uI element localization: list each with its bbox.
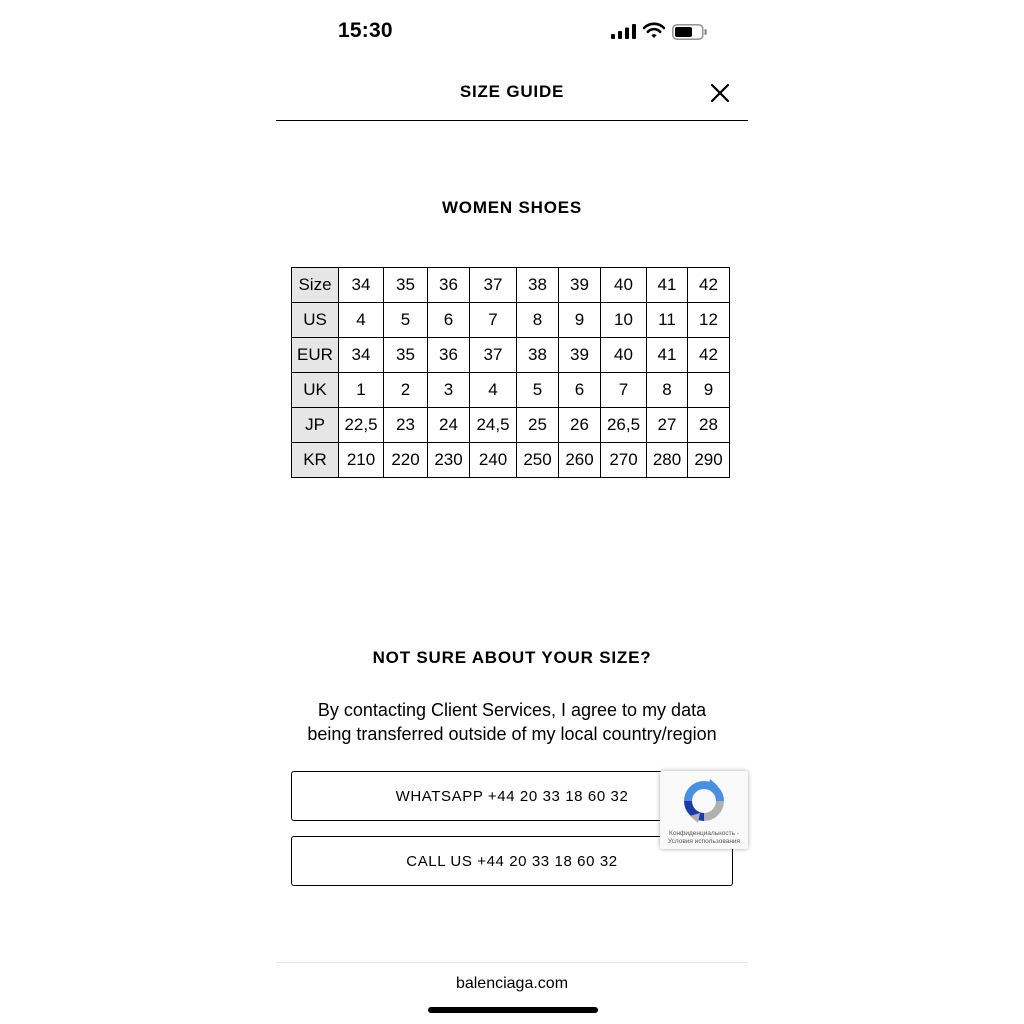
section-title: WOMEN SHOES bbox=[441, 198, 583, 217]
footer-site-link[interactable]: balenciaga.com bbox=[455, 975, 569, 992]
table-cell: 36 bbox=[428, 338, 470, 373]
consent-line: By contacting Client Services, I agree to my data bbox=[317, 700, 707, 720]
table-cell: 11 bbox=[647, 303, 688, 338]
table-cell: 4 bbox=[470, 373, 517, 408]
recaptcha-links bbox=[660, 830, 748, 846]
whatsapp-button-label: WHATSAPP +44 20 33 18 60 32 bbox=[395, 787, 629, 805]
table-row bbox=[292, 443, 730, 478]
table-cell: 39 bbox=[559, 338, 601, 373]
page-title: SIZE GUIDE bbox=[459, 82, 565, 101]
table-cell: 250 bbox=[517, 443, 559, 478]
table-cell: 220 bbox=[384, 443, 428, 478]
table-row bbox=[292, 408, 730, 443]
table-cell: 240 bbox=[470, 443, 517, 478]
table-cell: 10 bbox=[601, 303, 647, 338]
table-cell: 37 bbox=[470, 268, 517, 303]
recaptcha-badge[interactable] bbox=[660, 771, 748, 849]
table-cell: 37 bbox=[470, 338, 517, 373]
status-time: 15:30 bbox=[338, 19, 393, 42]
table-cell: 28 bbox=[688, 408, 730, 443]
row-header-cell: US bbox=[292, 303, 339, 338]
table-cell: 26,5 bbox=[601, 408, 647, 443]
table-cell: 9 bbox=[559, 303, 601, 338]
table-cell: 42 bbox=[688, 338, 730, 373]
table-cell: 8 bbox=[517, 303, 559, 338]
battery-icon bbox=[672, 24, 708, 40]
table-cell: 38 bbox=[517, 338, 559, 373]
table-row bbox=[292, 303, 730, 338]
table-cell: 36 bbox=[428, 268, 470, 303]
recaptcha-terms-link[interactable]: Условия использования bbox=[667, 838, 741, 845]
recaptcha-privacy-link[interactable]: Конфиденциальность - bbox=[669, 830, 739, 837]
table-cell: 12 bbox=[688, 303, 730, 338]
cellular-signal-icon bbox=[611, 24, 636, 39]
consent-line: being transferred outside of my local country/region bbox=[307, 724, 717, 744]
table-cell: 40 bbox=[601, 268, 647, 303]
help-title: NOT SURE ABOUT YOUR SIZE? bbox=[372, 648, 652, 667]
table-cell: 3 bbox=[428, 373, 470, 408]
row-header-cell: KR bbox=[292, 443, 339, 478]
close-icon[interactable] bbox=[707, 80, 733, 106]
row-header-cell: UK bbox=[292, 373, 339, 408]
table-cell: 280 bbox=[647, 443, 688, 478]
table-cell: 22,5 bbox=[339, 408, 384, 443]
table-cell: 40 bbox=[601, 338, 647, 373]
table-cell: 290 bbox=[688, 443, 730, 478]
row-header-cell: JP bbox=[292, 408, 339, 443]
home-indicator[interactable] bbox=[428, 1007, 598, 1013]
footer-divider bbox=[276, 962, 748, 963]
table-cell: 41 bbox=[647, 338, 688, 373]
table-cell: 24 bbox=[428, 408, 470, 443]
table-cell: 26 bbox=[559, 408, 601, 443]
table-cell: 6 bbox=[559, 373, 601, 408]
table-cell: 23 bbox=[384, 408, 428, 443]
table-cell: 2 bbox=[384, 373, 428, 408]
call-us-button-label: CALL US +44 20 33 18 60 32 bbox=[406, 852, 618, 870]
wifi-icon bbox=[643, 22, 665, 39]
header-divider bbox=[276, 120, 748, 121]
table-cell: 42 bbox=[688, 268, 730, 303]
table-row bbox=[292, 373, 730, 408]
table-cell: 5 bbox=[384, 303, 428, 338]
size-table bbox=[291, 267, 730, 478]
table-cell: 6 bbox=[428, 303, 470, 338]
table-cell: 8 bbox=[647, 373, 688, 408]
table-cell: 41 bbox=[647, 268, 688, 303]
table-cell: 4 bbox=[339, 303, 384, 338]
table-row bbox=[292, 268, 730, 303]
table-cell: 38 bbox=[517, 268, 559, 303]
table-cell: 34 bbox=[339, 268, 384, 303]
table-cell: 7 bbox=[470, 303, 517, 338]
table-cell: 260 bbox=[559, 443, 601, 478]
table-cell: 270 bbox=[601, 443, 647, 478]
table-cell: 39 bbox=[559, 268, 601, 303]
table-cell: 35 bbox=[384, 268, 428, 303]
consent-text bbox=[276, 698, 748, 746]
table-cell: 7 bbox=[601, 373, 647, 408]
row-header-cell: EUR bbox=[292, 338, 339, 373]
table-cell: 230 bbox=[428, 443, 470, 478]
table-cell: 5 bbox=[517, 373, 559, 408]
table-cell: 25 bbox=[517, 408, 559, 443]
table-cell: 24,5 bbox=[470, 408, 517, 443]
table-cell: 35 bbox=[384, 338, 428, 373]
table-cell: 1 bbox=[339, 373, 384, 408]
table-cell: 34 bbox=[339, 338, 384, 373]
recaptcha-icon bbox=[680, 777, 728, 825]
row-header-cell: Size bbox=[292, 268, 339, 303]
table-row bbox=[292, 338, 730, 373]
table-cell: 210 bbox=[339, 443, 384, 478]
table-cell: 9 bbox=[688, 373, 730, 408]
table-cell: 27 bbox=[647, 408, 688, 443]
